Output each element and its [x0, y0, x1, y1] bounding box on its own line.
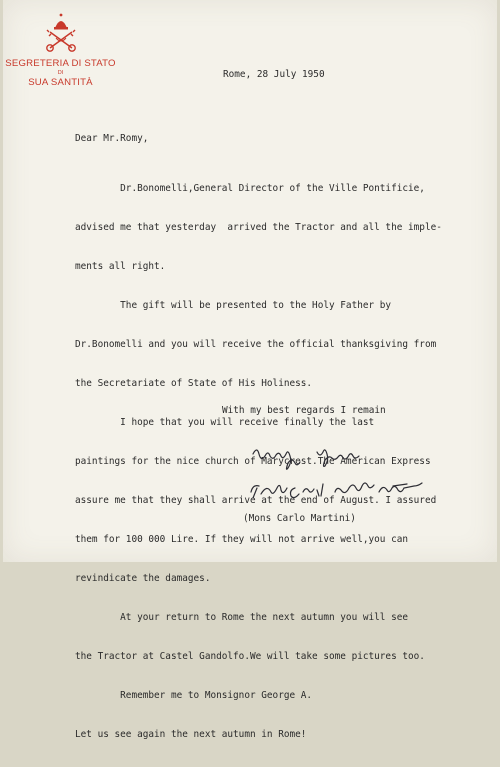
body-line: Dr.Bonomelli,General Director of the Ville Pontificie, — [75, 183, 425, 194]
body-line: I hope that you will receive finally the last — [75, 417, 375, 428]
letter-page — [3, 0, 497, 740]
body-line: revindicate the damages. — [75, 573, 211, 584]
body-line: Dr.Bonomelli and you will receive the official thanksgiving from — [75, 339, 437, 350]
date-line: Rome, 28 July 1950 — [223, 69, 325, 80]
letterhead-di: DI — [57, 70, 64, 76]
body-line: the Secretariate of State of His Holiness. — [75, 378, 313, 389]
body-line: At your return to Rome the next autumn you will see — [75, 612, 409, 623]
body-line: assure me that they shall arrive at the end of August. I assured — [75, 495, 437, 506]
letterhead-subtitle: SUA SANTITÀ — [28, 77, 93, 88]
salutation: Dear Mr.Romy, — [75, 133, 149, 144]
body-line: ments all right. — [75, 261, 166, 272]
signatory-name: (Mons Carlo Martini) — [243, 513, 356, 524]
body-line: Remember me to Monsignor George A. — [75, 690, 313, 701]
handwritten-signature — [243, 440, 443, 512]
body-line: advised me that yesterday arrived the Tractor and all the imple- — [75, 222, 442, 233]
letterhead-title: SEGRETERIA DI STATO — [5, 58, 116, 69]
body-line: Let us see again the next autumn in Rome! — [75, 729, 307, 740]
closing-line: With my best regards I remain — [222, 405, 386, 416]
body-line: them for 100 000 Lire. If they will not arrive well,you can — [75, 534, 409, 545]
body-line: the Tractor at Castel Gandolfo.We will take some pictures too. — [75, 651, 425, 662]
papal-keys-emblem-icon — [44, 12, 78, 52]
body-line: paintings for the nice church of Marycrest.The American Express — [75, 456, 431, 467]
body-line: The gift will be presented to the Holy Father by — [75, 300, 392, 311]
letterhead — [3, 12, 118, 88]
